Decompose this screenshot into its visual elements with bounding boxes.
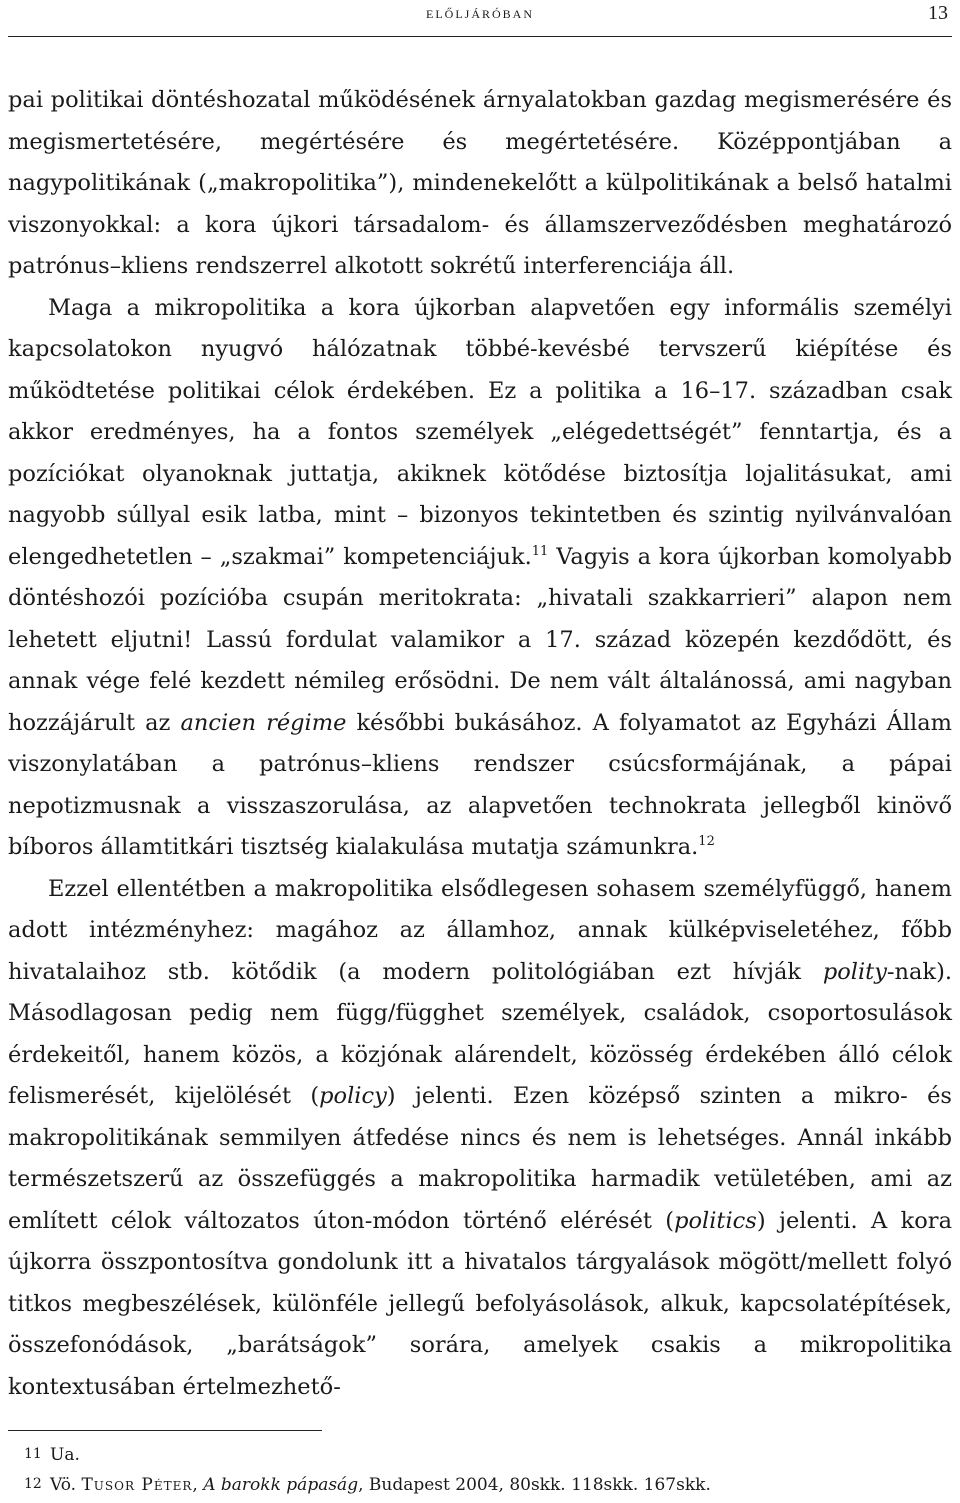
footnote-number: 12 [24, 1476, 42, 1492]
footnote-ref: 12 [698, 834, 715, 849]
text-run: Ua. [50, 1445, 80, 1465]
text-run: , Budapest 2004, 80skk. 118skk. 167skk. [358, 1475, 711, 1495]
footnote-text [50, 1445, 80, 1465]
page-number: 13 [928, 2, 948, 24]
footnotes [8, 1440, 711, 1500]
text-run: , [192, 1475, 204, 1495]
footnote-ref: 11 [531, 543, 549, 559]
footnote-12 [8, 1470, 711, 1500]
italic-text: politics [674, 1207, 757, 1234]
italic-text: ancien régime [180, 709, 347, 736]
italic-text: polity [822, 958, 887, 985]
italic-text: policy [319, 1083, 387, 1109]
author-name: Tusor Péter [81, 1475, 193, 1495]
body-text [8, 80, 952, 1408]
text-run: Maga a mikropolitika a kora újkorban alapvetően egy informális személyi kapcsolatokon nyugvó hálózatnak többé-kevésbé tervszerű kiépítése és működtetése politikai célok érdekében. Ez a politika a 16–17. században csak akkor eredményes, ha a fontos személyek „elégedettségét” fenntartja, és a pozíciókat olyanoknak juttatja, akiknek kötődése biztosítja lojalitásukat, ami nagyobb súllyal esik latba, mint – bizonyos tekintetben és szintig nyilvánvalóan elengedhetetlen – „szakmai” kompetenciájuk. [8, 294, 952, 570]
text-run: pai politikai döntéshozatal működésének árnyalatokban gazdag megismerésére és megismertetésére, megértésére és megértetésére. Középpontjában a nagypolitikának („makropolitika”), mindenekelőtt a külpolitikának a belső hatalmi viszonyokkal: a kora újkori társadalom- és államszerveződésben meghatározó patrónus–kliens rendszerrel alkotott sokrétű interferenciája áll. [8, 87, 952, 279]
text-run: Vö. [50, 1475, 82, 1495]
text-run: ) jelenti. Ezen középső szinten a mikro- és makropolitikának semmilyen átfedése nincs és nem is lehetséges. Annál inkább természetszerű az összefüggés a makropolitika harmadik vetületében, ami az említett célok változatos úton-módon történő elérését ( [8, 1083, 952, 1234]
text-run: ) jelenti. A kora újkorra összpontosítva gondolunk itt a hivatalos tárgyalások mögött/mellett folyó titkos megbeszélések, különféle jellegű befolyásolások, alkuk, kapcsolatépítések, összefonódások, „barátságok” sorára, amelyek csakis a mikropolitika kontextusában értelmezhető- [8, 1207, 952, 1400]
text-run: Vagyis a kora újkorban komolyabb döntéshozói pozícióba csupán meritokrata: „hivatali szakkarrieri” alapon nem lehetett eljutni! Lassú fordulat valamikor a 17. század közepén kezdődött, és annak vége felé kezdett némileg erősödni. De nem vált általánossá, ami nagyban hozzájárult az [8, 543, 952, 736]
footnote-text [50, 1475, 711, 1495]
text-run: Ezzel ellentétben a makropolitika elsődlegesen sohasem személyfüggő, hanem adott intézményhez: magához az államhoz, annak külképviseletéhez, főbb hivatalaihoz stb. kötődik (a modern politológiában ezt hívják [8, 875, 952, 985]
text-run: későbbi bukásához. A folyamatot az Egyházi Állam viszonylatában a patrónus–kliens rendszer csúcsformájának, a pápai nepotizmusnak a visszaszorulása, az alapvetően technokrata jellegből kinövő bíboros államtitkári tisztség kialakulása mutatja számunkra. [8, 709, 952, 860]
running-title: előljáróban [426, 3, 534, 22]
footnote-11 [8, 1440, 711, 1470]
footnote-rule [8, 1430, 322, 1431]
paragraph-2 [8, 288, 952, 869]
running-header [8, 0, 952, 37]
text-run: -nak). Másodlagosan pedig nem függ/függhet személyek, családok, csoportosulások érdekeitől, hanem közös, a közjónak alárendelt, közösség érdekében álló célok felismerését, kijelölését ( [8, 958, 952, 1109]
paragraph-1 [8, 80, 952, 288]
footnote-number: 11 [24, 1446, 42, 1462]
paragraph-3 [8, 869, 952, 1409]
italic-text: A barokk pápaság [203, 1475, 359, 1495]
